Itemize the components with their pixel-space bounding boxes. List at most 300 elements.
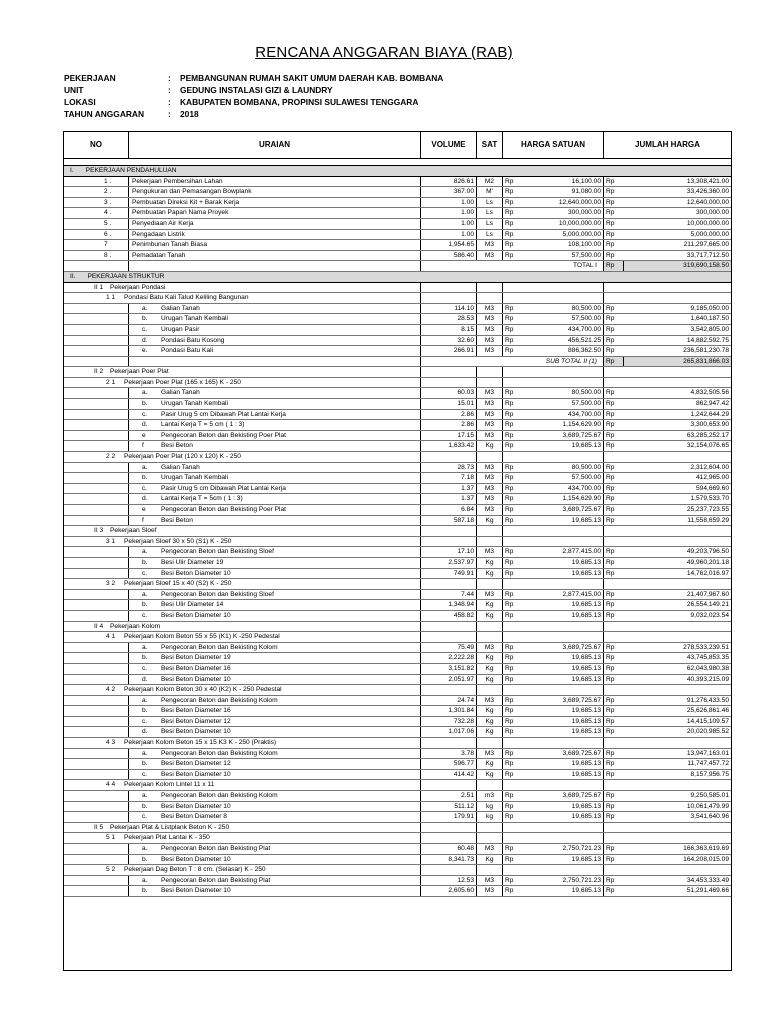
currency: Rp	[603, 749, 623, 759]
row-total-price: 13,947,163.01	[686, 749, 729, 757]
row-total-price: 32,154,076.65	[686, 442, 729, 450]
row-description: Besi Beton Diameter 19	[161, 654, 231, 662]
row-description: Pekerjaan Kolom	[110, 622, 161, 630]
row-number: d.	[142, 728, 148, 736]
row-description: Besi Beton Diameter 10	[161, 569, 231, 577]
row-unit: Ls	[476, 230, 502, 240]
row-unit: kg	[476, 802, 502, 812]
row-volume: 3.78	[420, 749, 476, 759]
table-row	[64, 865, 731, 876]
table-body	[64, 166, 731, 897]
row-volume: 179.91	[420, 812, 476, 822]
row-total-price: 91,276,433.50	[686, 696, 729, 704]
row-unit-price: 19,685.13	[571, 770, 601, 778]
currency: Rp	[603, 473, 623, 483]
row-volume: 8.15	[420, 325, 476, 335]
row-unit-price: 19,685.13	[571, 707, 601, 715]
row-unit-price: 80,500.00	[571, 463, 601, 471]
row-unit: M3	[476, 876, 502, 886]
row-total-price: 33,717,712.50	[686, 251, 729, 259]
currency: Rp	[502, 325, 518, 335]
table-row	[64, 547, 731, 558]
row-unit: Kg	[476, 855, 502, 865]
row-description: Besi Beton Diameter 10	[161, 675, 231, 683]
row-unit: Ls	[476, 219, 502, 229]
row-unit-price: 19,685.13	[571, 855, 601, 863]
currency: Rp	[502, 749, 518, 759]
section-title	[64, 272, 732, 282]
row-description: Pasir Urug 5 cm Dibawah Plat Lantai Kerja	[161, 484, 286, 492]
document-title: RENCANA ANGGARAN BIAYA (RAB)	[255, 44, 513, 61]
row-description: Pondasi Batu Kali Talud Keliling Bangunan	[124, 294, 249, 302]
row-description: Besi Beton Diameter 10	[161, 611, 231, 619]
table-row	[64, 717, 731, 728]
row-unit: M3	[476, 251, 502, 261]
row-volume: 8,341.73	[420, 855, 476, 865]
row-description: Besi Beton Diameter 10	[161, 770, 231, 778]
table-row	[64, 251, 731, 262]
row-volume: 1.00	[420, 219, 476, 229]
row-unit: M3	[476, 590, 502, 600]
table-row	[64, 208, 731, 219]
row-number: a.	[142, 643, 148, 651]
info-colon: :	[168, 85, 171, 95]
row-number: a.	[142, 792, 148, 800]
row-number: a.	[142, 389, 148, 397]
row-unit-price: 3,689,725.67	[562, 792, 601, 800]
table-row	[64, 590, 731, 601]
row-volume: 2,537.97	[420, 558, 476, 568]
row-unit-price: 3,689,725.67	[562, 749, 601, 757]
row-description: Pekerjaan Kolom Beton 55 x 55 (K1) K -250 Pedestal	[124, 633, 280, 641]
currency: Rp	[603, 791, 623, 801]
row-unit: Kg	[476, 558, 502, 568]
row-total-price: 9,250,585.01	[690, 792, 729, 800]
row-total-price: 278,533,239.51	[683, 643, 729, 651]
currency: Rp	[603, 643, 623, 653]
row-total-price: 10,061,479.99	[686, 802, 729, 810]
currency: Rp	[603, 664, 623, 674]
row-number: e	[142, 506, 146, 513]
row-unit-price: 5,000,000.00	[562, 230, 601, 238]
row-number: c.	[142, 717, 148, 725]
currency: Rp	[502, 516, 518, 526]
row-unit: M3	[476, 420, 502, 430]
info-row	[64, 108, 443, 120]
row-description: Pengecoran Beton dan Bekisting Plat	[161, 876, 271, 884]
table-row	[64, 738, 731, 749]
row-unit-price: 19,685.13	[571, 728, 601, 736]
currency: Rp	[603, 187, 623, 197]
currency: Rp	[502, 219, 518, 229]
row-volume: 2.86	[420, 420, 476, 430]
row-number: a.	[142, 463, 148, 471]
currency: Rp	[502, 855, 518, 865]
row-description: Pekerjaan Sloef	[110, 527, 157, 535]
row-description: Pembuatan Papan Nama Proyek	[132, 209, 229, 217]
currency: Rp	[603, 844, 623, 854]
row-volume: 458.82	[420, 611, 476, 621]
row-unit: M3	[476, 240, 502, 250]
currency: Rp	[603, 717, 623, 727]
table-row	[64, 230, 731, 241]
row-unit: M2	[476, 177, 502, 187]
row-unit: Ls	[476, 208, 502, 218]
row-unit-price: 19,685.13	[571, 516, 601, 524]
info-row	[64, 96, 443, 108]
currency: Rp	[502, 304, 518, 314]
currency: Rp	[603, 251, 623, 261]
table-row	[64, 516, 731, 527]
header-sat: SAT	[476, 132, 502, 158]
row-unit-price: 57,500.00	[571, 474, 601, 482]
table-row	[64, 420, 731, 431]
currency: Rp	[502, 388, 518, 398]
row-volume: 2,605.60	[420, 886, 476, 896]
info-row	[64, 72, 443, 84]
currency: Rp	[603, 484, 623, 494]
row-unit: Kg	[476, 611, 502, 621]
currency: Rp	[502, 420, 518, 430]
row-volume: 12.53	[420, 876, 476, 886]
row-description: Besi Beton Diameter 10	[161, 728, 231, 736]
table-header	[64, 132, 731, 159]
row-number: 3 1	[106, 537, 116, 545]
row-total-price: 166,363,619.69	[683, 845, 729, 852]
table-row	[64, 537, 731, 548]
row-unit-price: 19,685.13	[571, 601, 601, 609]
table-row	[64, 622, 731, 633]
table-row	[64, 304, 731, 315]
row-number: II 5	[94, 823, 104, 831]
currency: Rp	[502, 727, 518, 737]
total-label: SUB TOTAL II (1)	[420, 357, 603, 367]
row-total-price: 1,640,187.50	[690, 315, 729, 323]
row-total-price: 3,542,805.00	[690, 325, 729, 333]
rab-table	[63, 131, 732, 971]
row-description: Galian Tanah	[161, 304, 200, 312]
currency: Rp	[603, 410, 623, 420]
row-volume: 1.00	[420, 230, 476, 240]
currency: Rp	[603, 802, 623, 812]
info-label: TAHUN ANGGARAN	[64, 109, 145, 119]
row-number: 2 2	[106, 453, 116, 461]
currency: Rp	[603, 505, 623, 515]
project-info	[64, 72, 443, 120]
row-total-price: 3,541,640.96	[690, 813, 729, 821]
row-unit: Kg	[476, 727, 502, 737]
row-unit-price: 19,685.13	[571, 654, 601, 662]
header-harga-satuan: HARGA SATUAN	[502, 132, 603, 158]
row-volume: 3,151.82	[420, 664, 476, 674]
row-unit: M3	[476, 696, 502, 706]
section-no: II.	[70, 272, 76, 280]
row-total-price: 25,237,723.55	[686, 506, 729, 513]
row-unit-price: 2,877,415.00	[562, 590, 601, 598]
table-row	[64, 484, 731, 495]
row-volume: 1,348.94	[420, 600, 476, 610]
row-total-price: 63,285,252.17	[686, 431, 729, 439]
header-volume: VOLUME	[420, 132, 476, 158]
currency: Rp	[502, 886, 518, 896]
row-total-price: 51,291,469.66	[686, 887, 729, 895]
row-unit-price: 886,362.50	[567, 347, 601, 355]
row-number: c.	[142, 813, 148, 821]
row-unit: M3	[476, 643, 502, 653]
row-description: Pekerjaan Poer Plat (120 x 120) K - 250	[124, 453, 241, 461]
row-volume: 587.18	[420, 516, 476, 526]
currency: Rp	[502, 653, 518, 663]
info-row	[64, 84, 443, 96]
currency: Rp	[502, 494, 518, 504]
info-colon: :	[168, 73, 171, 83]
table-row	[64, 187, 731, 198]
table-row	[64, 346, 731, 357]
total-value: 319,690,158.50	[623, 261, 731, 271]
row-number: c.	[142, 664, 148, 672]
row-unit-price: 16,100.00	[571, 177, 601, 185]
row-number: d.	[142, 495, 148, 503]
currency: Rp	[603, 759, 623, 769]
row-number: b.	[142, 760, 148, 768]
row-unit-price: 19,685.13	[571, 675, 601, 683]
section-label: PEKERJAAN STRUKTUR	[87, 272, 165, 280]
total-label: TOTAL I	[420, 261, 603, 271]
row-number: 4 4	[106, 781, 116, 789]
table-row	[64, 325, 731, 336]
table-row	[64, 526, 731, 537]
row-volume: 367.00	[420, 187, 476, 197]
table-row	[64, 558, 731, 569]
info-colon: :	[168, 97, 171, 107]
table-row	[64, 240, 731, 251]
row-unit-price: 19,685.13	[571, 887, 601, 895]
currency: Rp	[502, 791, 518, 801]
row-total-price: 40,393,215.09	[686, 675, 729, 683]
row-description: Pembuatan Direksi Kit + Barak Kerja	[132, 198, 240, 206]
row-unit: M3	[476, 304, 502, 314]
table-row	[64, 749, 731, 760]
currency: Rp	[502, 484, 518, 494]
row-unit-price: 19,685.13	[571, 442, 601, 450]
row-volume: 1.00	[420, 198, 476, 208]
table-row	[64, 876, 731, 887]
row-description: Pekerjaan Pondasi	[110, 283, 166, 291]
row-number: a.	[142, 749, 148, 757]
row-volume: 75.49	[420, 643, 476, 653]
row-number: b.	[142, 707, 148, 715]
row-unit-price: 300,000.00	[567, 209, 601, 217]
row-unit-price: 456,521.25	[567, 336, 601, 344]
row-number: 3 2	[106, 580, 116, 588]
currency: Rp	[502, 558, 518, 568]
row-unit: M3	[476, 473, 502, 483]
row-volume: 2.51	[420, 791, 476, 801]
row-number: 3 .	[104, 198, 112, 206]
currency: Rp	[502, 441, 518, 451]
currency: Rp	[502, 812, 518, 822]
section-label: PEKERJAAN PENDAHULUAN	[85, 167, 177, 174]
row-number: 5 1	[106, 834, 116, 842]
table-row	[64, 452, 731, 463]
table-row	[64, 367, 731, 378]
row-description: Besi Beton Diameter 16	[161, 707, 231, 715]
row-number: II 3	[94, 527, 104, 535]
info-value: GEDUNG INSTALASI GIZI & LAUNDRY	[180, 85, 333, 95]
row-description: Urugan Tanah Kembali	[161, 400, 228, 408]
table-row	[64, 759, 731, 770]
row-total-price: 300,000.00	[695, 209, 729, 217]
row-number: a.	[142, 304, 148, 312]
row-description: Pasir Urug 5 cm Dibawah Plat Lantai Kerja	[161, 410, 286, 418]
currency: Rp	[502, 410, 518, 420]
row-description: Pemadatan Tanah	[132, 251, 186, 259]
row-description: Galian Tanah	[161, 463, 200, 471]
row-description: Besi Beton Diameter 16	[161, 664, 231, 672]
table-row	[64, 833, 731, 844]
row-volume: 15.01	[420, 399, 476, 409]
row-description: Pekerjaan Dag Beton T : 8 cm. (Selasar) K - 250	[124, 866, 266, 874]
row-number: b.	[142, 400, 148, 408]
table-row	[64, 812, 731, 823]
row-unit-price: 19,685.13	[571, 664, 601, 672]
table-row	[64, 378, 731, 389]
table-row	[64, 569, 731, 580]
table-row	[64, 727, 731, 738]
row-number: 5 2	[106, 866, 116, 874]
row-description: Lantai Kerja T = 5cm ( 1 : 3)	[161, 495, 243, 503]
section-no: I.	[70, 167, 74, 174]
row-number: II 1	[94, 283, 104, 291]
row-number: c.	[142, 325, 148, 333]
row-volume: 28.73	[420, 463, 476, 473]
row-number: II 2	[94, 368, 104, 376]
row-unit-price: 12,640,000.00	[558, 198, 601, 206]
table-row	[64, 293, 731, 304]
currency: Rp	[502, 717, 518, 727]
table-row	[64, 653, 731, 664]
currency: Rp	[603, 558, 623, 568]
row-description: Lantai Kerja T = 5 cm ( 1 : 3)	[161, 421, 245, 429]
table-row	[64, 664, 731, 675]
table-row	[64, 802, 731, 813]
row-unit-price: 19,685.13	[571, 558, 601, 566]
currency: Rp	[603, 399, 623, 409]
currency: Rp	[603, 494, 623, 504]
row-number: 1 .	[104, 177, 112, 185]
row-volume: 17.15	[420, 431, 476, 441]
row-volume: 32.60	[420, 336, 476, 346]
row-description: Pengecoran Beton dan Bekisting Kolom	[161, 696, 278, 704]
row-unit: M3	[476, 336, 502, 346]
row-unit-price: 19,685.13	[571, 717, 601, 725]
currency: Rp	[502, 177, 518, 187]
row-unit: M3	[476, 388, 502, 398]
currency: Rp	[603, 590, 623, 600]
row-unit: M3	[476, 431, 502, 441]
row-total-price: 26,554,149.21	[686, 601, 729, 609]
row-volume: 7.18	[420, 473, 476, 483]
row-total-price: 33,426,360.00	[686, 188, 729, 196]
currency: Rp	[502, 208, 518, 218]
currency: Rp	[603, 198, 623, 208]
info-value: 2018	[180, 109, 199, 119]
currency: Rp	[603, 675, 623, 685]
row-number: c.	[142, 484, 148, 492]
row-unit-price: 3,689,725.67	[562, 643, 601, 651]
row-number: e.	[142, 347, 148, 355]
row-total-price: 11,558,659.29	[687, 516, 729, 524]
row-total-price: 236,581,230.78	[683, 347, 729, 355]
row-unit: Kg	[476, 664, 502, 674]
row-description: Pengukuran dan Pemasangan Bowplank	[132, 188, 252, 196]
row-volume: 2,222.28	[420, 653, 476, 663]
currency: Rp	[502, 547, 518, 557]
row-description: Besi Beton	[161, 442, 193, 450]
row-description: Besi Beton Diameter 10	[161, 802, 231, 810]
row-unit: M3	[476, 484, 502, 494]
row-unit: M3	[476, 325, 502, 335]
row-number: b.	[142, 315, 148, 323]
row-volume: 732.28	[420, 717, 476, 727]
currency: Rp	[603, 219, 623, 229]
row-unit: Kg	[476, 653, 502, 663]
row-number: d.	[142, 675, 148, 683]
currency: Rp	[603, 812, 623, 822]
table-row	[64, 399, 731, 410]
row-unit: M3	[476, 505, 502, 515]
row-volume: 7.44	[420, 590, 476, 600]
row-volume: 1,633.42	[420, 441, 476, 451]
row-total-price: 43,745,853.35	[686, 654, 729, 662]
row-number: 4 .	[104, 209, 112, 217]
row-volume: 414.42	[420, 770, 476, 780]
row-description: Pengadaan Listrik	[132, 230, 185, 238]
row-total-price: 862,947.42	[695, 400, 729, 408]
table-row	[64, 611, 731, 622]
table-row	[64, 844, 731, 855]
currency: Rp	[502, 399, 518, 409]
row-unit-price: 1,154,629.90	[562, 495, 601, 503]
currency: Rp	[603, 696, 623, 706]
currency: Rp	[502, 759, 518, 769]
header-gap	[64, 159, 731, 166]
currency: Rp	[502, 431, 518, 441]
row-description: Besi Beton Diameter 12	[161, 717, 231, 725]
currency: Rp	[603, 611, 623, 621]
currency: Rp	[603, 463, 623, 473]
row-number: d.	[142, 421, 148, 429]
row-number: f	[142, 516, 144, 524]
table-row	[64, 632, 731, 643]
row-unit: Kg	[476, 770, 502, 780]
row-description: Pekerjaan Sloef 30 x 50 (S1) K - 250	[124, 537, 232, 545]
row-unit: Kg	[476, 706, 502, 716]
row-number: b.	[142, 558, 148, 566]
row-total-price: 34,453,333.49	[686, 876, 729, 884]
row-number: 8 .	[104, 251, 112, 259]
currency: Rp	[502, 230, 518, 240]
row-volume: 749.91	[420, 569, 476, 579]
row-unit: Kg	[476, 441, 502, 451]
row-unit-price: 19,685.13	[571, 802, 601, 810]
currency: Rp	[603, 876, 623, 886]
currency: Rp	[603, 600, 623, 610]
section-row	[64, 166, 731, 177]
currency: Rp	[502, 187, 518, 197]
total-value: 265,831,866.03	[623, 357, 731, 367]
currency: Rp	[603, 357, 623, 367]
